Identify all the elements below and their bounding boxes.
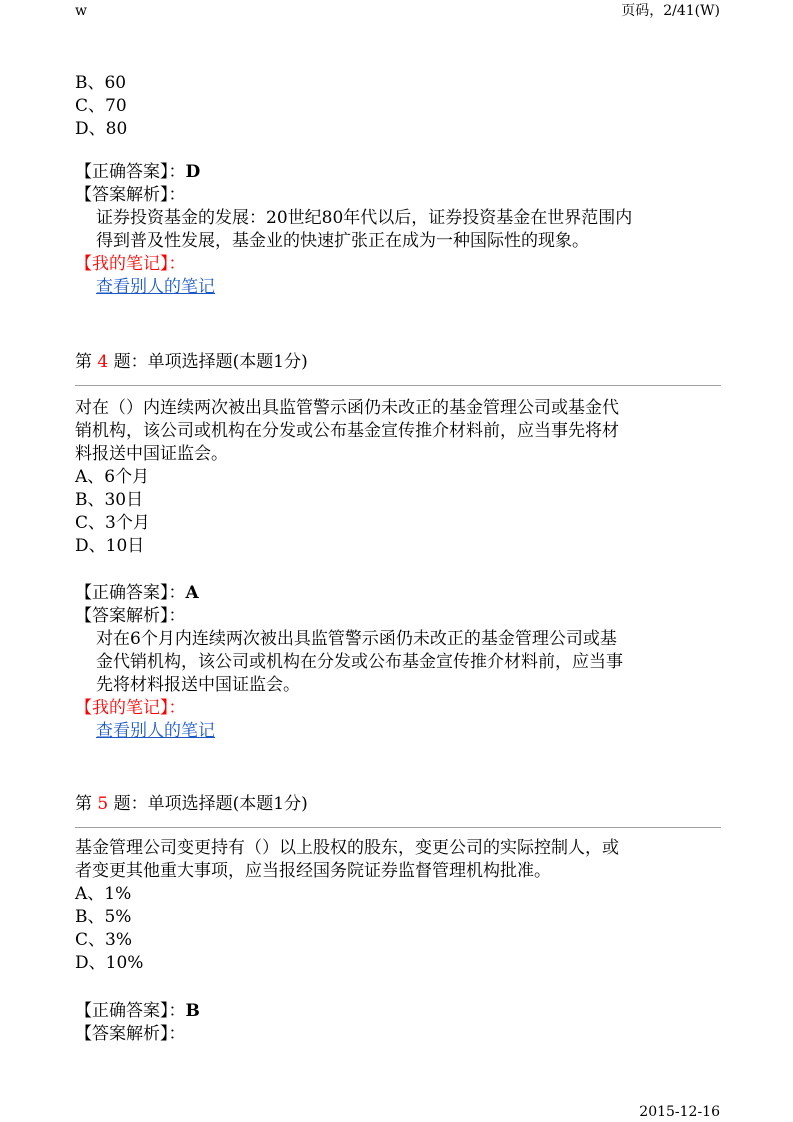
q3-options (75, 72, 725, 141)
option-b: B、30日 (75, 490, 144, 510)
analysis-line: 先将材料报送中国证监会。 (96, 675, 300, 695)
analysis-line: 对在6个月内连续两次被出具监管警示函仍未改正的基金管理公司或基 (96, 629, 617, 649)
question-title: 第 4 题：单项选择题(本题1分) (75, 352, 308, 372)
option-c: C、70 (75, 96, 127, 116)
correct-answer-row (75, 161, 725, 184)
option-a: A、1% (75, 884, 132, 904)
my-notes-label: 【我的笔记】： (75, 254, 186, 274)
footer-date: 2015-12-16 (639, 1104, 720, 1120)
question-line: 基金管理公司变更持有（）以上股权的股东，变更公司的实际控制人，或 (75, 838, 619, 858)
option-c: C、3% (75, 930, 132, 950)
q4-body (75, 397, 725, 558)
q5-body (75, 837, 725, 975)
question-line: 销机构，该公司或机构在分发或公布基金宣传推介材料前，应当事先将材 (75, 421, 619, 441)
option-a: A、6个月 (75, 467, 150, 487)
page-header-left: w (75, 3, 87, 19)
analysis-line: 证券投资基金的发展：20世纪80年代以后，证券投资基金在世界范围内 (96, 208, 633, 228)
question-line: 者变更其他重大事项，应当报经国务院证券监督管理机构批准。 (75, 861, 551, 881)
question-number: 5 (97, 794, 109, 814)
correct-answer-label: 【正确答案】： (75, 1001, 186, 1021)
q5-answer-section (75, 1000, 725, 1046)
correct-answer-value: A (185, 583, 199, 603)
analysis-line: 得到普及性发展，基金业的快速扩张正在成为一种国际性的现象。 (96, 231, 589, 251)
view-others-notes-link[interactable]: 查看别人的笔记 (96, 721, 215, 741)
question-line: 料报送中国证监会。 (75, 444, 228, 464)
analysis-line: 金代销机构，该公司或机构在分发或公布基金宣传推介材料前，应当事 (96, 652, 623, 672)
question-line: 对在（）内连续两次被出具监管警示函仍未改正的基金管理公司或基金代 (75, 398, 619, 418)
view-others-notes-link[interactable]: 查看别人的笔记 (96, 277, 215, 297)
option-d: D、10% (75, 953, 144, 973)
option-b: B、5% (75, 907, 132, 927)
q3-answer-section (75, 161, 725, 299)
option-c: C、3个月 (75, 513, 150, 533)
q5-heading (75, 793, 725, 816)
correct-answer-row (75, 1000, 725, 1023)
q4-heading (75, 351, 725, 374)
option-d: D、10日 (75, 536, 145, 556)
correct-answer-row (75, 582, 725, 605)
correct-answer-label: 【正确答案】： (75, 162, 186, 182)
divider (75, 827, 721, 828)
divider (75, 385, 721, 386)
correct-answer-value: D (185, 162, 201, 182)
notes-line (75, 720, 725, 743)
correct-answer-value: B (185, 1001, 200, 1021)
correct-answer-label: 【正确答案】： (75, 583, 186, 603)
question-title: 第 5 题：单项选择题(本题1分) (75, 794, 308, 814)
notes-line (75, 276, 725, 299)
analysis-label: 【答案解析】： (75, 606, 186, 626)
page-number: 页码，2/41(W) (621, 3, 720, 19)
analysis-label: 【答案解析】： (75, 185, 186, 205)
analysis-label: 【答案解析】： (75, 1024, 186, 1044)
q4-answer-section (75, 582, 725, 743)
option-d: D、80 (75, 119, 128, 139)
option-b: B、60 (75, 73, 127, 93)
question-number: 4 (97, 352, 109, 372)
my-notes-label: 【我的笔记】： (75, 698, 186, 718)
